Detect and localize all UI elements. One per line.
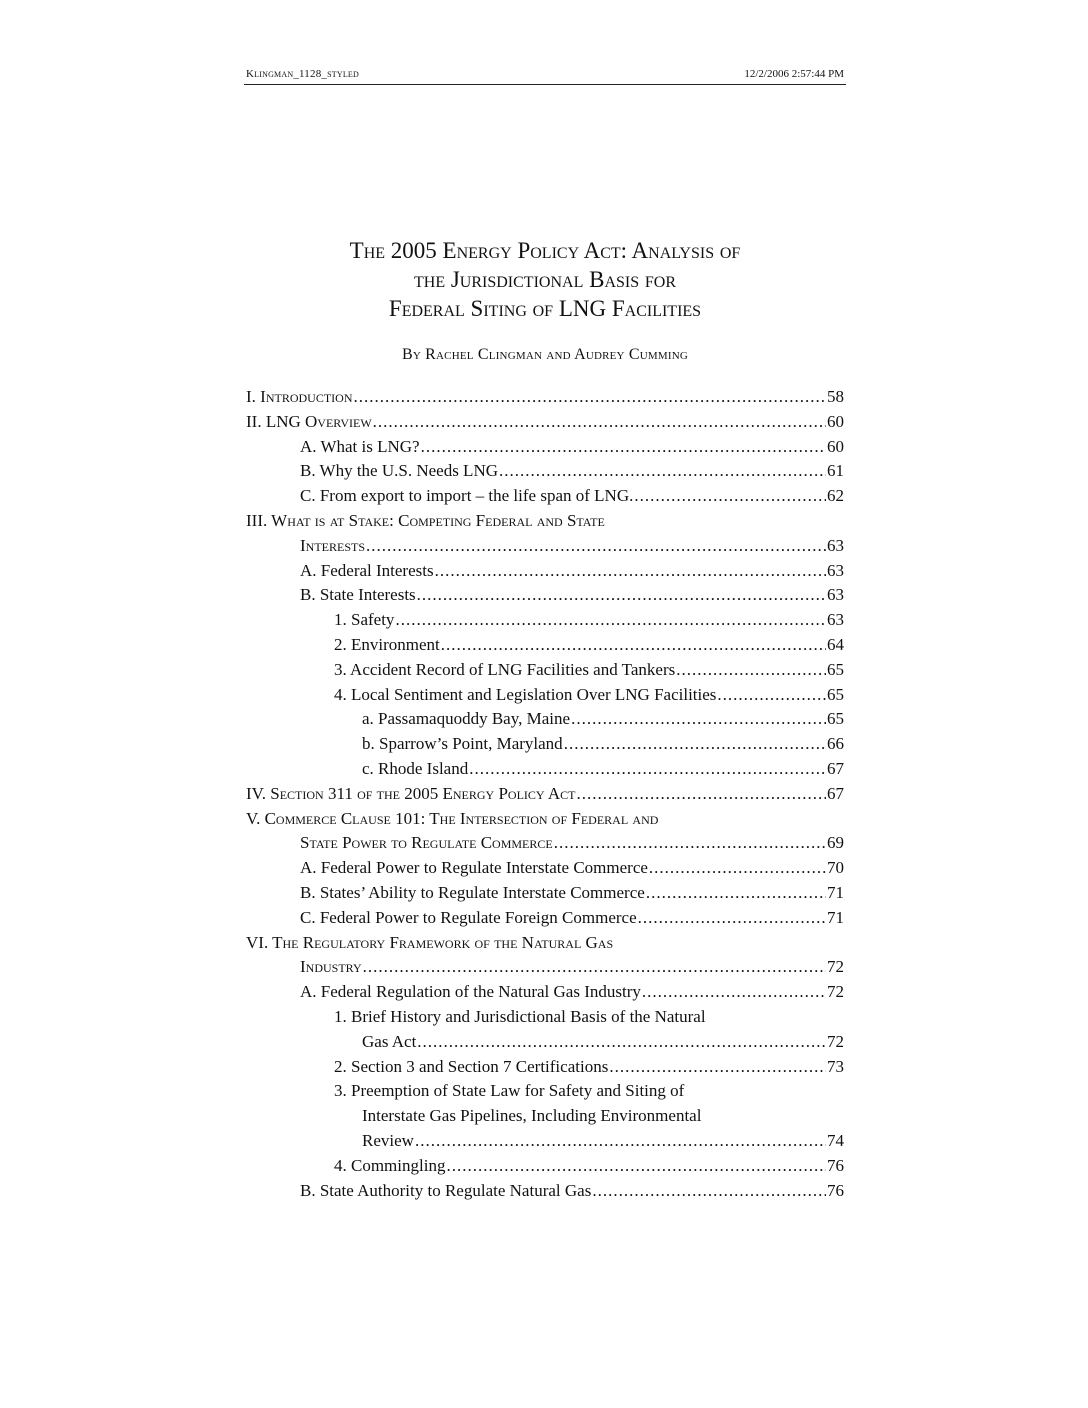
toc-entry-title: Industry	[300, 957, 362, 977]
toc-entry	[246, 980, 844, 1005]
toc-entry	[246, 559, 844, 584]
toc-entry	[246, 484, 844, 509]
toc-entry-title: Review	[362, 1130, 414, 1150]
dot-leader	[634, 484, 826, 509]
toc-page-number: 70	[827, 858, 844, 878]
dot-leader	[564, 732, 826, 757]
toc-entry	[246, 633, 844, 658]
dot-leader	[363, 955, 826, 980]
running-header	[244, 66, 846, 85]
toc-entry	[246, 732, 844, 757]
toc-entry	[246, 534, 844, 559]
toc-entry	[246, 831, 844, 856]
toc-entry	[246, 1030, 844, 1055]
toc-page-number: 69	[827, 833, 844, 853]
toc-entry-title: 2. Section 3 and Section 7 Certifications	[334, 1056, 609, 1076]
dot-leader	[676, 658, 826, 683]
toc-entry-title: 1. Safety	[334, 610, 395, 630]
title-line-3: Federal Siting of LNG Facilities	[388, 296, 702, 321]
dot-leader	[717, 683, 826, 708]
toc-entry-title: b. Sparrow’s Point, Maryland	[362, 734, 563, 754]
title-line-1: The 2005 Energy Policy Act: Analysis of	[349, 238, 741, 263]
toc-entry	[246, 459, 844, 484]
toc-page-number: 73	[827, 1056, 844, 1076]
toc-page-number: 63	[827, 610, 844, 630]
dot-leader	[499, 459, 826, 484]
dot-leader	[417, 1030, 826, 1055]
toc-entry	[246, 1079, 844, 1104]
toc-page-number: 63	[827, 585, 844, 605]
toc-entry	[246, 1129, 844, 1154]
dot-leader	[649, 856, 826, 881]
toc-entry-title: 2. Environment	[334, 634, 440, 654]
toc-entry	[246, 608, 844, 633]
dot-leader	[638, 906, 826, 931]
toc-entry-title: State Power to Regulate Commerce	[300, 833, 553, 853]
toc-entry-title: III. What is at Stake: Competing Federal and State	[246, 510, 605, 530]
toc-entry	[246, 955, 844, 980]
toc-entry-title: 4. Commingling	[334, 1155, 446, 1175]
toc-entry-title: B. States’ Ability to Regulate Interstate Commerce	[300, 882, 645, 902]
toc-page-number: 71	[827, 907, 844, 927]
toc-entry-title: I. Introduction	[246, 387, 353, 406]
toc-page-number: 76	[827, 1155, 844, 1175]
toc-entry	[246, 1104, 844, 1129]
toc-entry-title: C. From export to import – the life span of LNG.	[300, 486, 634, 506]
toc-entry-title: 1. Brief History and Jurisdictional Basis of the Natural	[334, 1006, 706, 1026]
toc-entry-title: B. State Authority to Regulate Natural Gas	[300, 1180, 592, 1200]
toc-page-number: 63	[827, 535, 844, 555]
toc-entry	[246, 757, 844, 782]
dot-leader	[353, 385, 826, 410]
dot-leader	[592, 1179, 826, 1204]
toc-entry-title: IV. Section 311 of the 2005 Energy Policy Act	[246, 783, 576, 803]
toc-entry	[246, 807, 844, 832]
toc-page-number: 72	[827, 1031, 844, 1051]
toc-entry-title: A. What is LNG?	[300, 436, 420, 456]
toc-entry	[246, 881, 844, 906]
toc-page-number: 72	[827, 982, 844, 1002]
toc-entry-title: Interests	[300, 535, 365, 555]
toc-entry-title: B. Why the U.S. Needs LNG	[300, 461, 498, 481]
dot-leader	[417, 583, 826, 608]
toc-entry-title: Interstate Gas Pipelines, Including Environmental	[362, 1106, 702, 1126]
header-file-name: Klingman_1128_styled	[246, 68, 359, 80]
toc-page-number: 67	[827, 783, 844, 803]
toc-entry	[246, 856, 844, 881]
dot-leader	[373, 410, 826, 435]
author-byline: By Rachel Clingman and Audrey Cumming	[401, 346, 689, 363]
toc-entry-title: 3. Accident Record of LNG Facilities and Tankers	[334, 659, 676, 679]
dot-leader	[435, 559, 826, 584]
toc-entry-title: B. State Interests	[300, 585, 416, 605]
dot-leader	[642, 980, 826, 1005]
toc-page-number: 66	[827, 734, 844, 754]
toc-entry	[246, 385, 844, 410]
toc-entry	[246, 1055, 844, 1080]
toc-entry-title: A. Federal Interests	[300, 560, 434, 580]
toc-page-number: 65	[827, 659, 844, 679]
toc-page-number: 65	[827, 709, 844, 729]
toc-entry-title: VI. The Regulatory Framework of the Natural Gas	[246, 932, 614, 952]
toc-entry	[246, 931, 844, 956]
toc-page-number: 62	[827, 486, 844, 506]
dot-leader	[441, 633, 826, 658]
dot-leader	[554, 831, 826, 856]
dot-leader	[366, 534, 826, 559]
toc-page-number: 58	[827, 387, 844, 406]
toc-page-number: 60	[827, 436, 844, 456]
toc-entry	[246, 683, 844, 708]
dot-leader	[421, 435, 826, 460]
toc-entry-title: c. Rhode Island	[362, 758, 469, 778]
toc-entry	[246, 410, 844, 435]
toc-entry-title: II. LNG Overview	[246, 411, 372, 431]
dot-leader	[446, 1154, 826, 1179]
toc-page-number: 74	[827, 1130, 844, 1150]
dot-leader	[609, 1055, 826, 1080]
dot-leader	[469, 757, 826, 782]
toc-entry	[246, 906, 844, 931]
toc-entry-title: Gas Act	[362, 1031, 417, 1051]
toc-entry	[246, 1179, 844, 1204]
dot-leader	[415, 1129, 826, 1154]
toc-entry-title: 4. Local Sentiment and Legislation Over LNG Facilities	[334, 684, 717, 704]
toc-page-number: 76	[827, 1180, 844, 1200]
article-title	[244, 236, 846, 323]
toc-entry	[246, 435, 844, 460]
toc-page-number: 60	[827, 411, 844, 431]
toc-entry	[246, 1005, 844, 1030]
toc-entry-title: A. Federal Regulation of the Natural Gas Industry	[300, 982, 641, 1002]
toc-entry-title: A. Federal Power to Regulate Interstate Commerce	[300, 858, 648, 878]
toc-entry	[246, 509, 844, 534]
table-of-contents	[246, 385, 844, 1203]
toc-page-number: 63	[827, 560, 844, 580]
toc-entry	[246, 707, 844, 732]
toc-page-number: 64	[827, 634, 844, 654]
toc-entry	[246, 658, 844, 683]
dot-leader	[576, 782, 826, 807]
toc-entry	[246, 782, 844, 807]
header-timestamp: 12/2/2006 2:57:44 PM	[744, 68, 844, 80]
toc-entry	[246, 583, 844, 608]
toc-page-number: 67	[827, 758, 844, 778]
toc-page-number: 61	[827, 461, 844, 481]
title-line-2: the Jurisdictional Basis for	[414, 267, 676, 292]
toc-entry-title: 3. Preemption of State Law for Safety and Siting of	[334, 1081, 685, 1101]
dot-leader	[571, 707, 826, 732]
toc-page-number: 65	[827, 684, 844, 704]
dot-leader	[395, 608, 826, 633]
toc-entry	[246, 1154, 844, 1179]
toc-entry-title: a. Passamaquoddy Bay, Maine	[362, 709, 571, 729]
toc-page-number: 72	[827, 957, 844, 977]
toc-entry-title: V. Commerce Clause 101: The Intersection of Federal and	[246, 808, 659, 828]
dot-leader	[646, 881, 826, 906]
toc-page-number: 71	[827, 882, 844, 902]
toc-entry-title: C. Federal Power to Regulate Foreign Commerce	[300, 907, 637, 927]
